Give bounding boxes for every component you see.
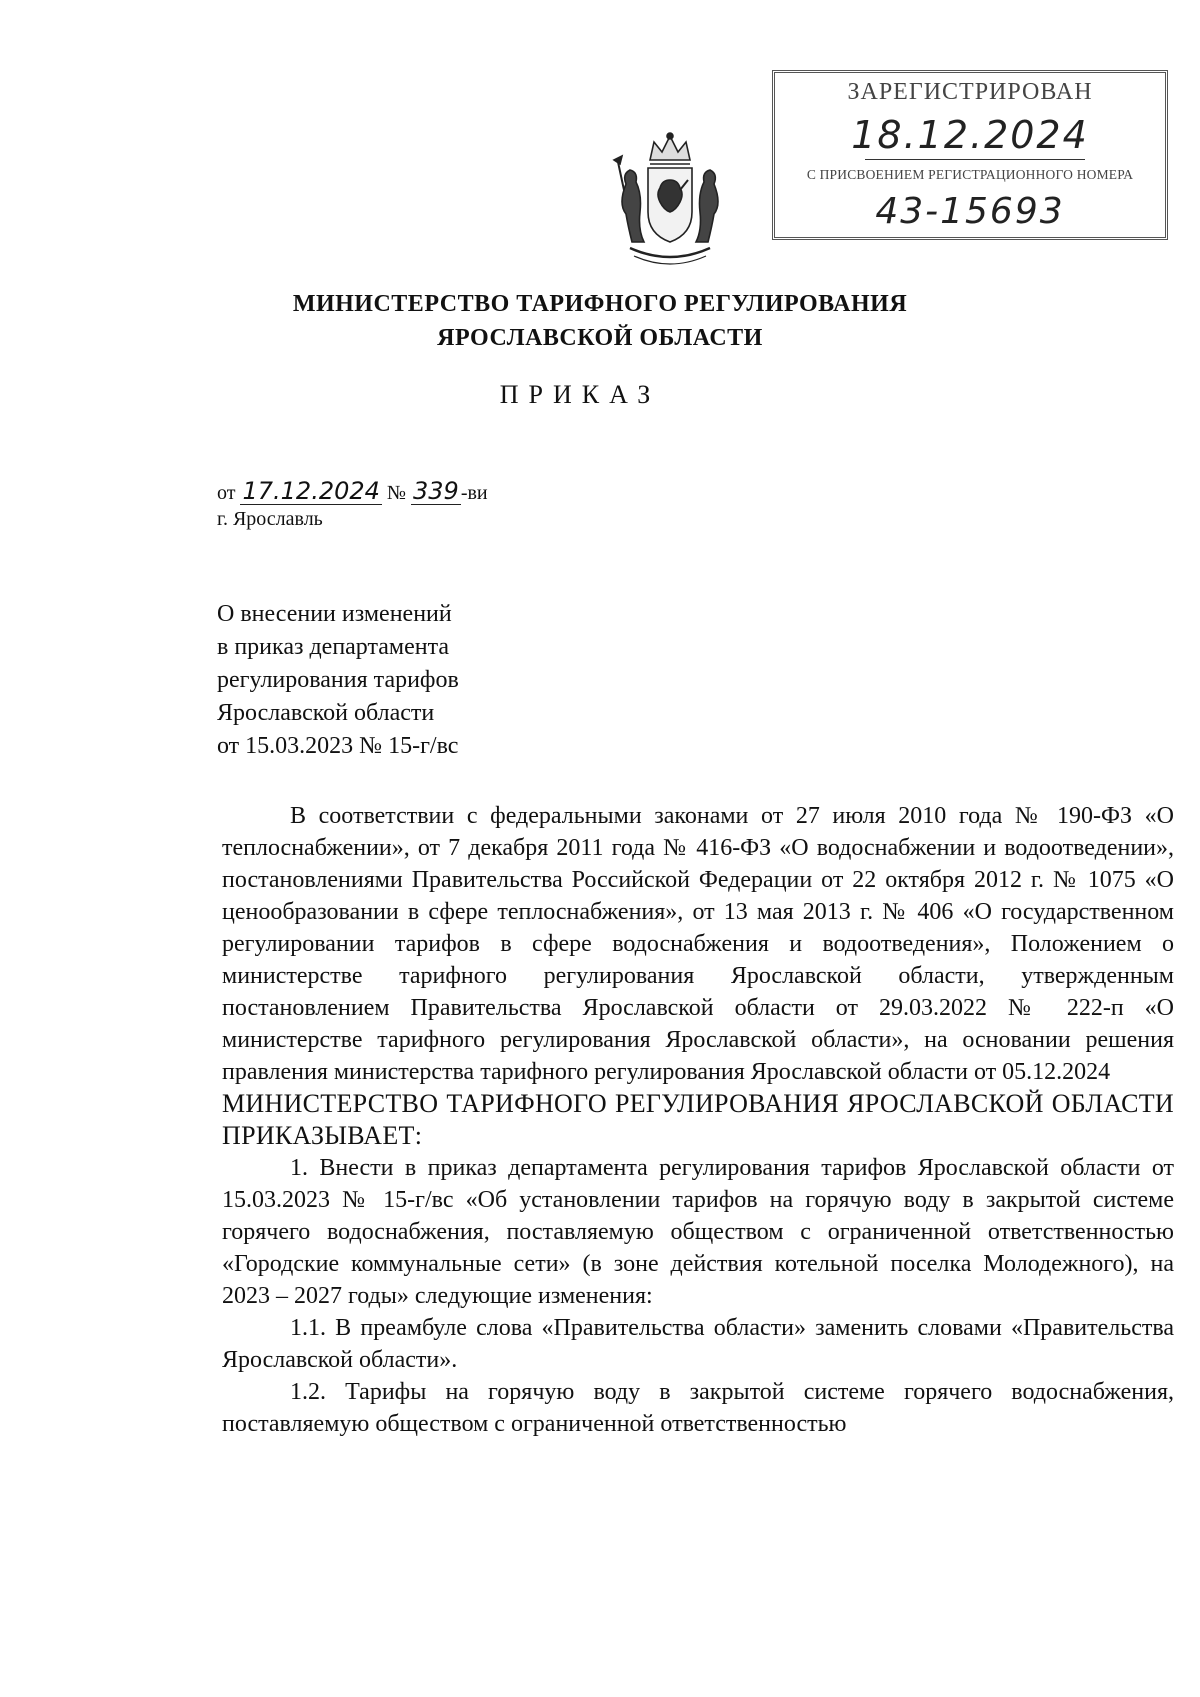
item-1-paragraph: 1. Внести в приказ департамента регулирования тарифов Ярославской области от 15.03.2023 № 15-г/вс «Об установлении тарифов на горячую воду в закрытой системе горячего водоснабжения, поставляемую обществом с ограниченной ответственностью «Городские коммунальные сети» (в зоне действия котельной поселка Молодежного), на 2023 – 2027 годы» следующие изменения:	[222, 1155, 1174, 1309]
stamp-date-underline	[865, 159, 1085, 160]
order-date: 17.12.2024	[242, 477, 380, 505]
order-body	[222, 800, 1174, 1440]
stamp-registration-number: 43-15693	[875, 191, 1065, 232]
yaroslavl-coat-of-arms-icon	[604, 130, 736, 272]
ministry-name-line2: ЯРОСЛАВСКОЙ ОБЛАСТИ	[437, 325, 763, 351]
order-date-line	[217, 478, 488, 505]
order-date-prefix: от	[217, 482, 236, 504]
document-type: ПРИКАЗ	[499, 380, 661, 409]
order-city: г. Ярославль	[217, 508, 323, 530]
item-1-2-paragraph: 1.2. Тарифы на горячую воду в закрытой системе горячего водоснабжения, поставляемую обществом с ограниченной ответственностью	[222, 1379, 1174, 1437]
subject-line: от 15.03.2023 № 15-г/вс	[217, 733, 459, 759]
preamble-paragraph: В соответствии с федеральными законами от 27 июля 2010 года № 190-ФЗ «О теплоснабжении», от 7 декабря 2011 года № 416-ФЗ «О водоснабжении и водоотведении», постановлениями Правительства Российской Федерации от 22 октября 2012 г. № 1075 «О ценообразовании в сфере теплоснабжения», от 13 мая 2013 г. № 406 «О государственном регулировании тарифов в сфере водоснабжения и водоотведения», Положением о министерстве тарифного регулирования Ярославской области, утвержденным постановлением Правительства Ярославской области от 29.03.2022 № 222-п «О министерстве тарифного регулирования Ярославской области», на основании решения правления министерства тарифного регулирования Ярославской области от 05.12.2024	[222, 803, 1174, 1085]
subject-line: Ярославской области	[217, 700, 435, 726]
item-1-1-paragraph: 1.1. В преамбуле слова «Правительства области» заменить словами «Правительства Ярославской области».	[222, 1315, 1174, 1373]
order-number-suffix: -ви	[460, 482, 488, 504]
subject-line: регулирования тарифов	[217, 667, 459, 693]
subject-line: в приказ департамента	[217, 634, 450, 660]
stamp-date: 18.12.2024	[851, 113, 1089, 157]
ministry-name	[0, 287, 1200, 355]
order-subject	[217, 598, 459, 763]
stamp-title: ЗАРЕГИСТРИРОВАН	[847, 79, 1093, 105]
order-number: 339	[413, 477, 459, 505]
stamp-subtitle: С ПРИСВОЕНИЕМ РЕГИСТРАЦИОННОГО НОМЕРА	[806, 167, 1134, 182]
subject-line: О внесении изменений	[217, 601, 452, 627]
ministry-name-line1: МИНИСТЕРСТВО ТАРИФНОГО РЕГУЛИРОВАНИЯ	[292, 291, 908, 317]
decree-paragraph: МИНИСТЕРСТВО ТАРИФНОГО РЕГУЛИРОВАНИЯ ЯРОСЛАВСКОЙ ОБЛАСТИ ПРИКАЗЫВАЕТ:	[222, 1089, 1174, 1150]
order-number-sign: №	[386, 482, 406, 504]
registration-stamp	[772, 70, 1168, 240]
